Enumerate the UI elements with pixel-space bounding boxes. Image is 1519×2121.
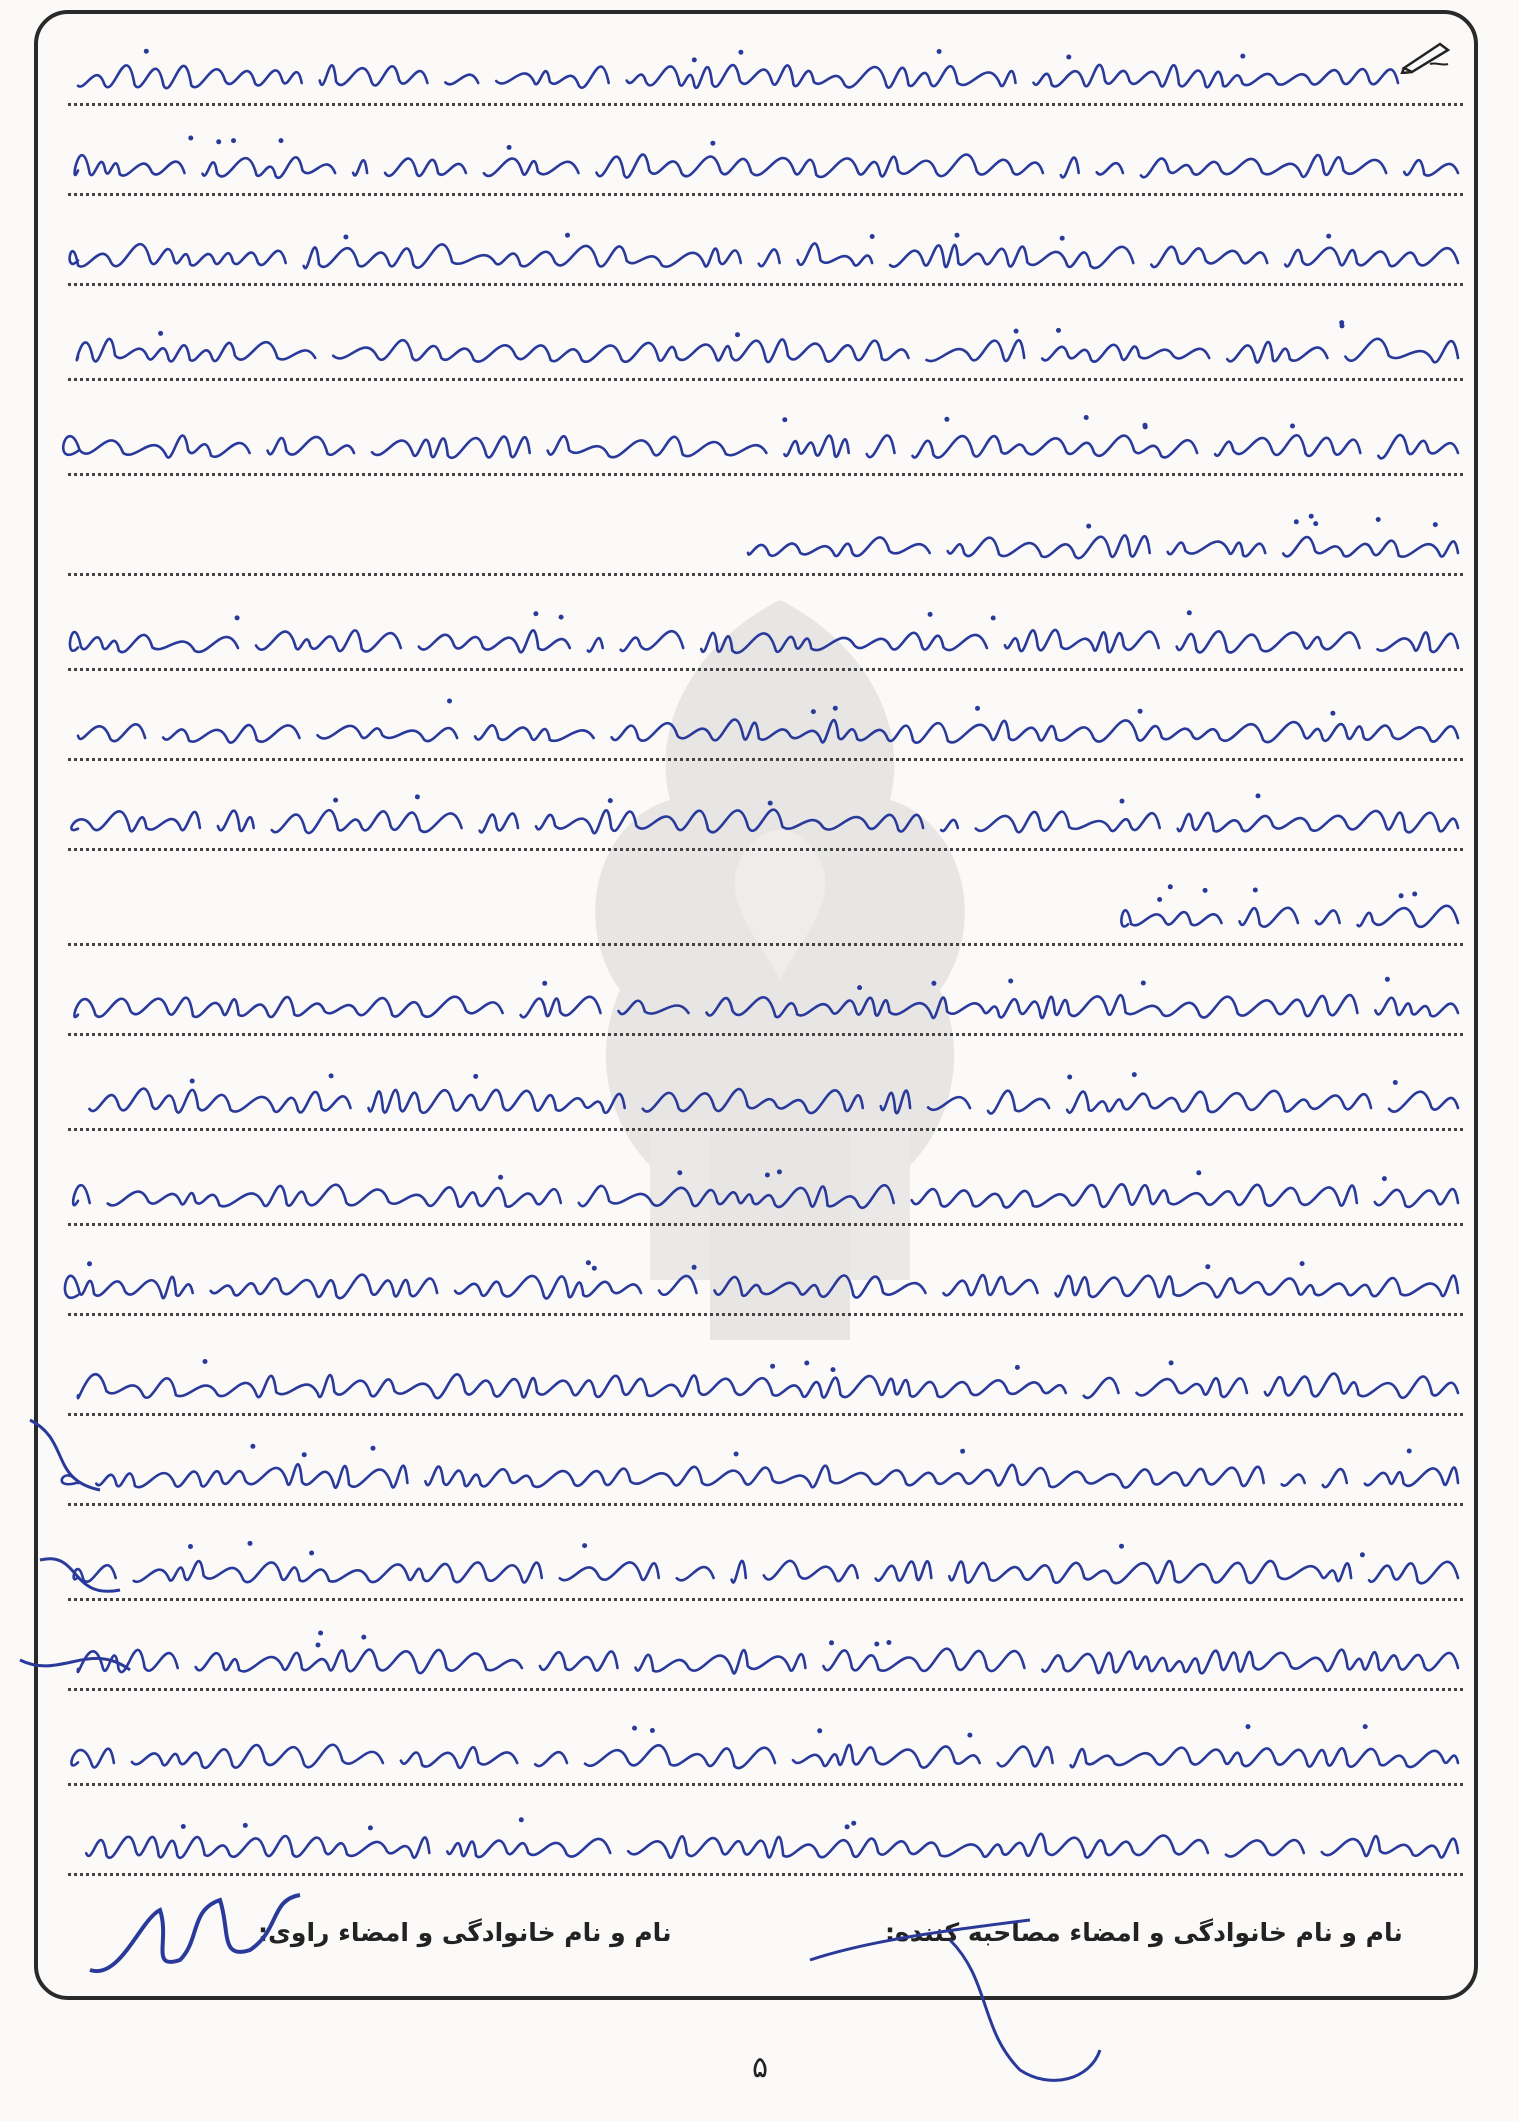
handwriting-stroke <box>68 1148 1463 1228</box>
handwriting-stroke <box>68 1798 1463 1878</box>
ruled-line <box>68 675 1463 761</box>
margin-scribble <box>10 1400 150 1920</box>
handwriting-stroke <box>68 208 1463 288</box>
ruled-line <box>68 950 1463 1036</box>
narrator-label: نام و نام خانوادگی و امضاء راوی: <box>258 1918 672 1947</box>
ruled-line <box>68 110 1463 196</box>
ruled-line <box>68 860 1463 946</box>
handwriting-stroke <box>68 28 1463 108</box>
handwriting-stroke <box>68 868 1463 948</box>
ruled-line <box>68 1700 1463 1786</box>
handwriting-stroke <box>68 1053 1463 1133</box>
ruled-line <box>68 585 1463 671</box>
handwriting-stroke <box>68 593 1463 673</box>
handwriting-stroke <box>68 1613 1463 1693</box>
ruled-line <box>68 1330 1463 1416</box>
ruled-line <box>68 295 1463 381</box>
ruled-line <box>68 390 1463 476</box>
ruled-line <box>68 1420 1463 1506</box>
ruled-line <box>68 765 1463 851</box>
handwriting-stroke <box>68 958 1463 1038</box>
ruled-line <box>68 20 1463 106</box>
handwriting-stroke <box>68 1523 1463 1603</box>
ruled-line <box>68 1140 1463 1226</box>
handwriting-stroke <box>68 118 1463 198</box>
narrator-signature <box>80 1880 320 1990</box>
handwriting-stroke <box>68 498 1463 578</box>
handwriting-area <box>68 0 1463 1880</box>
interviewer-label: نام و نام خانوادگی و امضاء مصاحبه کننده: <box>885 1918 1403 1947</box>
handwriting-stroke <box>68 1428 1463 1508</box>
handwriting-stroke <box>68 1338 1463 1418</box>
handwriting-stroke <box>68 1238 1463 1318</box>
interviewer-signature <box>790 1900 1110 2100</box>
handwriting-stroke <box>68 773 1463 853</box>
handwriting-stroke <box>68 683 1463 763</box>
ruled-line <box>68 1230 1463 1316</box>
handwriting-stroke <box>68 398 1463 478</box>
ruled-line <box>68 1605 1463 1691</box>
ruled-line <box>68 1515 1463 1601</box>
page-number: ۵ <box>751 2050 769 2085</box>
ruled-line <box>68 1790 1463 1876</box>
ruled-line <box>68 200 1463 286</box>
ruled-line <box>68 1045 1463 1131</box>
ruled-line <box>68 490 1463 576</box>
handwriting-stroke <box>68 1708 1463 1788</box>
handwriting-stroke <box>68 303 1463 383</box>
